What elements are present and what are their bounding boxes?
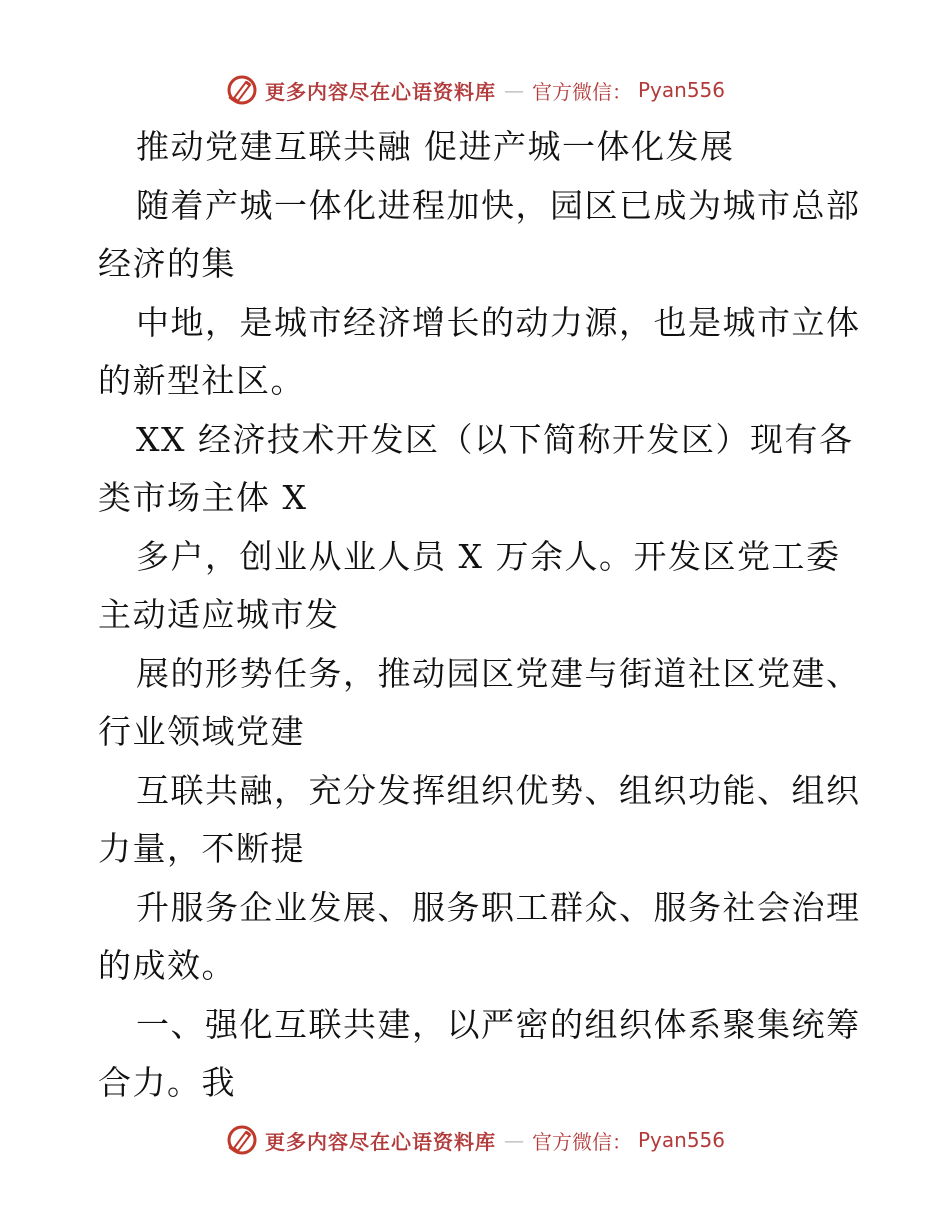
text-line: 的成效。	[98, 946, 236, 985]
text-line: 力量，不断提	[98, 829, 305, 868]
watermark-dash: —	[503, 1128, 524, 1152]
text-line: 合力。我	[98, 1063, 236, 1102]
text-line: 一、强化互联共建，以严密的组织体系聚集统筹	[136, 1004, 861, 1044]
watermark-wechat-label: 官方微信：	[531, 79, 632, 104]
document-body	[98, 118, 861, 1113]
text-line: 行业领域党建	[98, 712, 305, 751]
watermark-wechat-id: Pyan556	[637, 1128, 725, 1152]
pen-logo-icon	[225, 1123, 259, 1157]
text-line: 升服务企业发展、服务职工群众、服务社会治理	[136, 887, 861, 927]
text-line: 推动党建互联共融 促进产城一体化发展	[136, 127, 735, 166]
header-watermark	[0, 70, 950, 110]
watermark-text: 更多内容尽在心语资料库	[264, 79, 496, 104]
text-line: XX 经济技术开发区（以下简称开发区）现有各	[136, 419, 854, 459]
text-line: 随着产城一体化进程加快，园区已成为城市总部	[136, 185, 861, 225]
text-line: 互联共融，充分发挥组织优势、组织功能、组织	[136, 770, 861, 810]
text-line: 的新型社区。	[98, 361, 305, 400]
text-line: 经济的集	[98, 244, 236, 283]
text-line: 中地，是城市经济增长的动力源，也是城市立体	[136, 302, 861, 342]
watermark-dash: —	[503, 78, 524, 102]
text-line: 展的形势任务，推动园区党建与街道社区党建、	[136, 653, 861, 693]
text-line: 多户，创业从业人员 X 万余人。开发区党工委	[136, 536, 841, 576]
text-line: 类市场主体 X	[98, 478, 308, 517]
pen-logo-icon	[225, 73, 259, 107]
text-line: 主动适应城市发	[98, 595, 340, 634]
footer-watermark	[0, 1120, 950, 1160]
watermark-wechat-id: Pyan556	[637, 78, 725, 102]
watermark-wechat-label: 官方微信：	[531, 1129, 632, 1154]
watermark-text: 更多内容尽在心语资料库	[264, 1129, 496, 1154]
